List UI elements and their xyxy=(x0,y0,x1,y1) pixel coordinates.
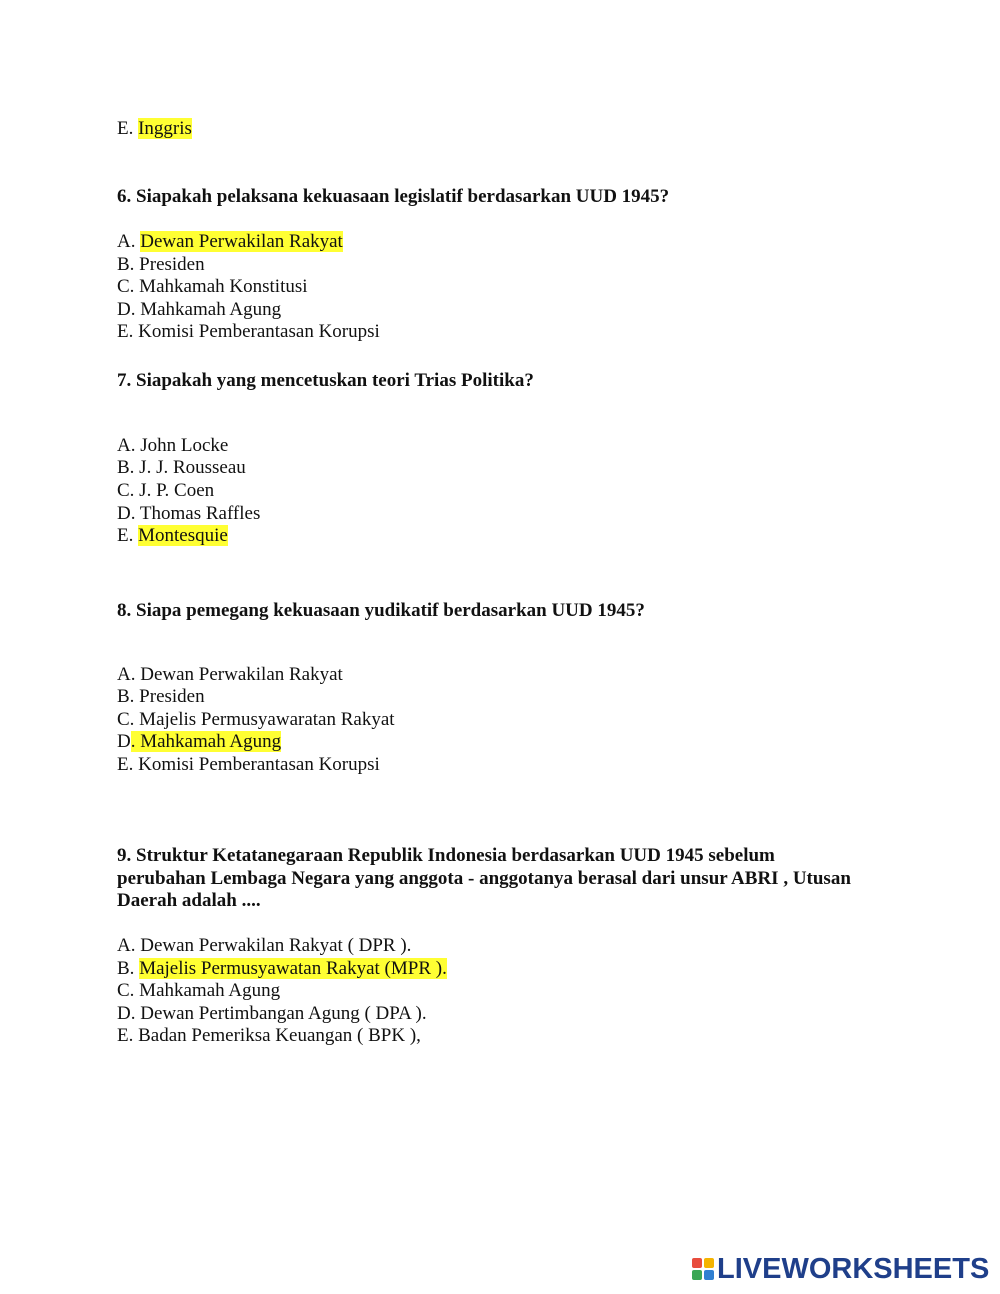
highlighted-answer: . Mahkamah Agung xyxy=(130,731,282,752)
option-letter: E. xyxy=(117,525,134,546)
q9-option-e: E. Badan Pemeriksa Keuangan ( BPK ), xyxy=(117,1025,421,1046)
question-7: 7. Siapakah yang mencetuskan teori Trias Politika? xyxy=(117,370,534,391)
question-8: 8. Siapa pemegang kekuasaan yudikatif berdasarkan UUD 1945? xyxy=(117,600,645,621)
q6-option-e: E. Komisi Pemberantasan Korupsi xyxy=(117,321,380,342)
brand-name: LIVEWORKSHEETS xyxy=(717,1252,990,1285)
answer-option-e xyxy=(117,118,192,140)
logo-square xyxy=(704,1258,714,1268)
q7-option-c: C. J. P. Coen xyxy=(117,480,215,501)
q9-option-d: D. Dewan Pertimbangan Agung ( DPA ). xyxy=(117,1003,427,1024)
q6-option-c: C. Mahkamah Konstitusi xyxy=(117,276,308,297)
highlighted-answer: Montesquie xyxy=(138,525,228,546)
highlighted-answer: Inggris xyxy=(138,118,192,139)
question-9-line-2: perubahan Lembaga Negara yang anggota - anggotanya berasal dari unsur ABRI , Utusan xyxy=(117,868,851,889)
question-9-line-1: 9. Struktur Ketatanegaraan Republik Indonesia berdasarkan UUD 1945 sebelum xyxy=(117,845,775,866)
q6-option-a xyxy=(117,231,343,253)
q8-option-b: B. Presiden xyxy=(117,686,205,707)
q6-option-d: D. Mahkamah Agung xyxy=(117,299,282,320)
q7-option-b: B. J. J. Rousseau xyxy=(117,457,246,478)
question-9-line-3: Daerah adalah .... xyxy=(117,890,261,911)
q7-option-e xyxy=(117,525,228,547)
q9-option-a: A. Dewan Perwakilan Rakyat ( DPR ). xyxy=(117,935,412,956)
question-6: 6. Siapakah pelaksana kekuasaan legislatif berdasarkan UUD 1945? xyxy=(117,186,670,207)
option-letter: A. xyxy=(117,231,136,252)
option-letter: B. xyxy=(117,958,135,979)
q8-option-c: C. Majelis Permusyawaratan Rakyat xyxy=(117,709,395,730)
option-letter: D xyxy=(117,731,131,752)
q8-option-e: E. Komisi Pemberantasan Korupsi xyxy=(117,754,380,775)
logo-square xyxy=(692,1270,702,1280)
liveworksheets-branding xyxy=(692,1252,989,1286)
highlighted-answer: Dewan Perwakilan Rakyat xyxy=(140,231,343,252)
highlighted-answer: Majelis Permusyawatan Rakyat (MPR ). xyxy=(139,958,447,979)
q8-option-a: A. Dewan Perwakilan Rakyat xyxy=(117,664,343,685)
q8-option-d xyxy=(117,731,281,753)
q9-option-b xyxy=(117,958,447,980)
q9-option-c: C. Mahkamah Agung xyxy=(117,980,281,1001)
q7-option-d: D. Thomas Raffles xyxy=(117,503,261,524)
q6-option-b: B. Presiden xyxy=(117,254,205,275)
liveworksheets-logo-icon xyxy=(692,1258,714,1280)
q7-option-a: A. John Locke xyxy=(117,435,229,456)
option-letter: E. xyxy=(117,118,134,139)
logo-square xyxy=(692,1258,702,1268)
logo-square xyxy=(704,1270,714,1280)
